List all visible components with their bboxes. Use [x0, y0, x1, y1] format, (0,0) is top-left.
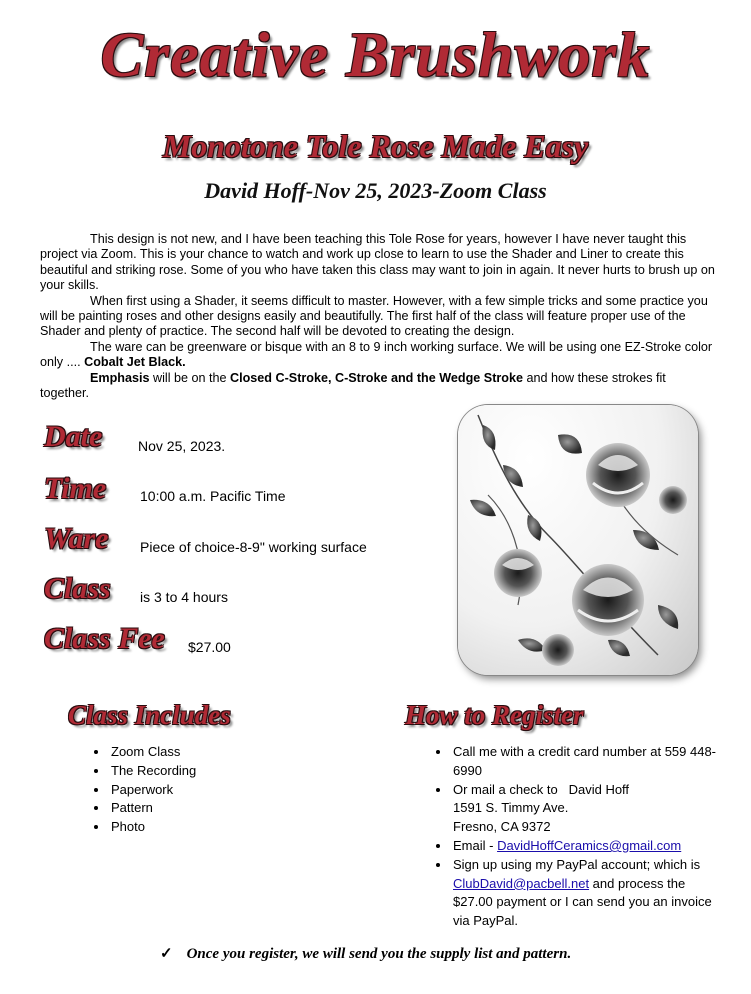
paypal-text: Sign up using my PayPal account; which is	[453, 856, 701, 872]
footer-note	[160, 944, 680, 963]
rose-painting-icon	[458, 405, 698, 675]
ware-value: Piece of choice-8-9" working surface	[140, 539, 367, 555]
intro-paragraph	[40, 371, 715, 402]
how-to-register-title: How to Register	[405, 700, 584, 730]
list-item: • Zoom Class	[109, 743, 339, 762]
rose-vase-photo	[458, 405, 698, 675]
intro-paragraph: This design is not new, and I have been teaching this Tole Rose for years, however I have never taught this project via Zoom. This is your chance to watch and work up close to learn to use the Shader and Liner to create this beautiful and striking rose. Some of you who have taken this class may want to join in again. It never hurts to brush up on your skills.	[40, 232, 715, 293]
list-item: • Paperwork	[109, 781, 339, 800]
list-item	[451, 837, 721, 856]
emphasis-text: and how these strokes fit together.	[40, 370, 666, 401]
list-item	[451, 781, 721, 837]
list-item: • Pattern	[109, 799, 339, 818]
time-value: 10:00 a.m. Pacific Time	[140, 488, 286, 504]
paypal-email-link[interactable]: ClubDavid@pacbell.net	[453, 875, 590, 891]
intro-paragraph	[40, 340, 715, 371]
email-prefix: Email -	[453, 837, 498, 853]
paypal-text: and process the $27.00 payment or I can send you an invoice via PayPal.	[453, 875, 712, 929]
page-title: Creative Brushwork	[100, 19, 651, 90]
intro-paragraph: When first using a Shader, it seems difficult to master. However, with a few simple tricks and some practice you will be painting roses and other designs easily and beautifully. The first half of the class will feature proper use of the Shader and plenty of practice. The second half will be devoted to creating the design.	[40, 293, 708, 339]
list-item: • Photo	[109, 818, 339, 837]
color-name: Cobalt Jet Black.	[84, 355, 186, 370]
list-item	[451, 856, 721, 931]
list-item: • Call me with a credit card number at 559 448-6990	[451, 743, 721, 781]
email-link[interactable]: DavidHoffCeramics@gmail.com	[497, 837, 682, 853]
class-label: Class	[44, 572, 111, 605]
check-icon: ✓	[160, 946, 173, 962]
ware-sentence: The ware can be greenware or bisque with an 8 to 9 inch working surface. We will be using one EZ-Stroke color only ....	[40, 339, 713, 370]
time-label: Time	[44, 472, 107, 505]
class-includes-list	[85, 743, 339, 837]
fee-value: $27.00	[188, 639, 231, 655]
emphasis-word: Emphasis	[90, 370, 150, 385]
strokes-list: Closed C-Stroke, C-Stroke and the Wedge Stroke	[230, 370, 523, 385]
page-subtitle: Monotone Tole Rose Made Easy	[162, 128, 589, 164]
intro-text	[40, 232, 715, 401]
class-includes-title: Class Includes	[68, 700, 231, 730]
byline: David Hoff-Nov 25, 2023-Zoom Class	[204, 178, 547, 203]
ware-label: Ware	[44, 522, 109, 555]
date-label: Date	[44, 420, 103, 453]
address-city: Fresno, CA 9372	[453, 819, 551, 835]
footer-note-text: Once you register, we will send you the supply list and pattern.	[186, 946, 572, 962]
emphasis-text: will be on the	[149, 370, 231, 385]
fee-label: Class Fee	[44, 622, 165, 655]
register-list	[427, 743, 721, 931]
address-street: 1591 S. Timmy Ave.	[453, 800, 569, 816]
date-value: Nov 25, 2023.	[138, 438, 226, 454]
list-item: • The Recording	[109, 762, 339, 781]
mail-line: Or mail a check to David Hoff	[453, 781, 630, 797]
class-value: is 3 to 4 hours	[140, 589, 228, 605]
